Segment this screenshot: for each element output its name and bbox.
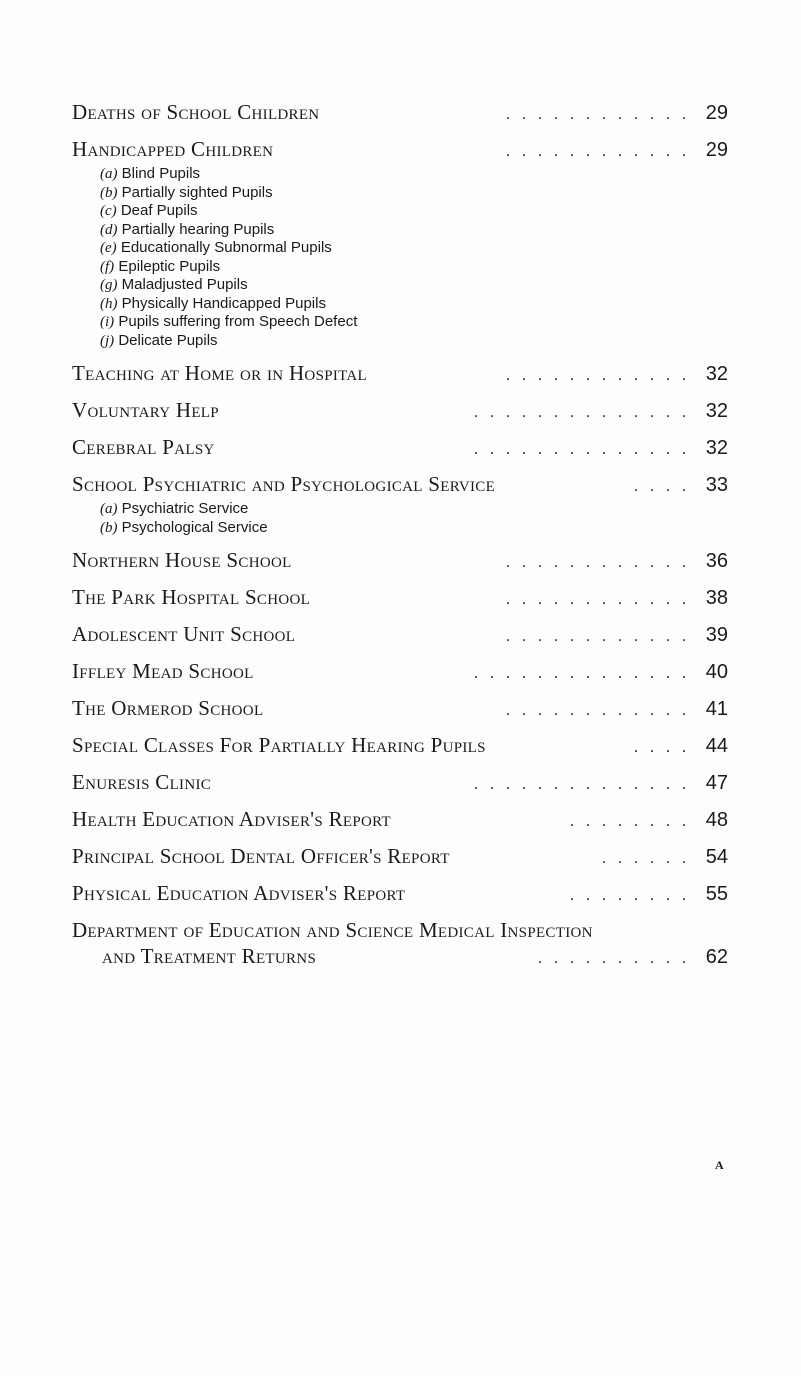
toc-entry <box>72 659 728 685</box>
toc-leader-dots: . . . . . . <box>602 850 690 867</box>
toc-entry-title: Special Classes For Partially Hearing Pupils <box>72 733 486 757</box>
toc-line <box>72 137 728 163</box>
toc-entry-title: The Ormerod School <box>72 696 264 720</box>
subentry-text: Partially sighted Pupils <box>121 183 273 201</box>
toc-entry <box>72 137 728 350</box>
toc-entry <box>72 770 728 796</box>
toc-entry-title: The Park Hospital School <box>72 585 311 609</box>
toc-entry-title: Department of Education and Science Medical Inspection <box>72 918 593 942</box>
toc-leader-dots: . . . . . . . . . . . . <box>506 702 690 719</box>
subentry-text: Physically Handicapped Pupils <box>121 294 326 312</box>
toc-subentry <box>100 313 728 332</box>
subentry-text: Blind Pupils <box>121 165 201 182</box>
toc-leader-dots: . . . . . . . . . . . . . . <box>474 665 690 682</box>
toc-subentry <box>100 165 728 184</box>
toc-leader-dots: . . . . <box>634 478 690 495</box>
toc-line <box>72 770 728 796</box>
toc-page-number: 33 <box>705 474 728 496</box>
toc-page-number: 44 <box>705 735 728 757</box>
toc-page-number: 32 <box>705 363 728 385</box>
toc-entry <box>72 844 728 870</box>
toc-page-number: 40 <box>705 661 728 683</box>
toc-page-number: 38 <box>705 587 728 609</box>
subentry-text: Partially hearing Pupils <box>121 220 275 238</box>
toc-entry <box>72 548 728 574</box>
subentry-letter: (i) <box>100 314 115 330</box>
toc-entry-title: Enuresis Clinic <box>72 770 212 794</box>
toc-subentry <box>100 295 728 314</box>
toc-leader-dots: . . . . . . . . <box>570 887 690 904</box>
toc-line <box>72 733 728 759</box>
toc-page-number: 54 <box>705 846 728 868</box>
toc-line <box>72 361 728 387</box>
toc-entry-title: Physical Education Adviser's Report <box>72 881 406 905</box>
toc-entry-title: Northern House School <box>72 548 292 572</box>
toc-line <box>72 435 728 461</box>
subentry-text: Deaf Pupils <box>120 202 198 219</box>
toc-leader-dots: . . . . . . . . . . . . . . <box>474 441 690 458</box>
toc-subentry-list <box>100 500 728 537</box>
toc-entry-title: Deaths of School Children <box>72 100 320 124</box>
subentry-text: Epileptic Pupils <box>118 257 221 275</box>
toc-page-number: 47 <box>705 772 728 794</box>
signature-mark: A <box>715 1158 724 1172</box>
toc-line <box>72 398 728 424</box>
subentry-letter: (b) <box>100 519 118 536</box>
toc-subentry <box>100 519 728 538</box>
table-of-contents <box>72 100 728 981</box>
toc-subentry-list <box>100 165 728 350</box>
toc-line <box>72 881 728 907</box>
toc-leader-dots: . . . . <box>634 739 690 756</box>
toc-entry <box>72 807 728 833</box>
subentry-text: Maladjusted Pupils <box>121 276 248 293</box>
toc-entry <box>72 696 728 722</box>
toc-subentry <box>100 184 728 203</box>
toc-entry-title: Principal School Dental Officer's Report <box>72 844 450 868</box>
subentry-text: Delicate Pupils <box>118 331 218 349</box>
toc-entry <box>72 100 728 126</box>
toc-entry-title: Cerebral Palsy <box>72 435 215 459</box>
toc-entry-title: School Psychiatric and Psychological Service <box>72 472 496 496</box>
toc-line <box>72 472 728 498</box>
subentry-text: Psychiatric Service <box>121 500 249 517</box>
toc-subentry <box>100 258 728 277</box>
subentry-letter: (d) <box>100 221 118 238</box>
toc-entry-title: Adolescent Unit School <box>72 622 296 646</box>
toc-entry-title: Voluntary Help <box>72 398 219 422</box>
toc-entry <box>72 361 728 387</box>
toc-line <box>72 807 728 833</box>
subentry-letter: (j) <box>100 332 115 349</box>
toc-subentry <box>100 276 728 295</box>
toc-page-number: 32 <box>705 437 728 459</box>
toc-entry <box>72 435 728 461</box>
toc-leader-dots: . . . . . . . . . . . . <box>506 367 690 384</box>
toc-page-number: 39 <box>705 624 728 646</box>
toc-page-number: 48 <box>705 809 728 831</box>
toc-entry <box>72 881 728 907</box>
toc-leader-dots: . . . . . . . . . . . . . . <box>474 776 690 793</box>
toc-entry <box>72 585 728 611</box>
toc-page-number: 32 <box>705 400 728 422</box>
toc-page-number: 55 <box>705 883 728 905</box>
toc-page-number: 29 <box>705 139 728 161</box>
toc-leader-dots: . . . . . . . . . . <box>538 950 690 967</box>
subentry-text: Educationally Subnormal Pupils <box>120 239 332 256</box>
toc-page-number: 29 <box>705 102 728 124</box>
toc-subentry <box>100 239 728 258</box>
toc-entry-title: Health Education Adviser's Report <box>72 807 391 831</box>
toc-entry <box>72 398 728 424</box>
toc-page-number: 62 <box>705 946 728 968</box>
subentry-letter: (h) <box>100 295 118 312</box>
subentry-text: Psychological Service <box>121 518 268 536</box>
toc-entry-title: Iffley Mead School <box>72 659 254 683</box>
subentry-text: Pupils suffering from Speech Defect <box>118 313 358 330</box>
subentry-letter: (b) <box>100 184 118 201</box>
toc-line <box>72 944 728 970</box>
toc-entry-title: and Treatment Returns <box>102 944 317 968</box>
toc-line <box>72 844 728 870</box>
toc-leader-dots: . . . . . . . . . . . . <box>506 628 690 645</box>
toc-line <box>72 548 728 574</box>
toc-leader-dots: . . . . . . . . . . . . <box>506 143 690 160</box>
toc-line <box>72 918 728 944</box>
subentry-letter: (a) <box>100 166 118 182</box>
toc-subentry <box>100 221 728 240</box>
toc-entry <box>72 472 728 537</box>
toc-subentry <box>100 500 728 519</box>
toc-subentry <box>100 332 728 351</box>
toc-page-number: 36 <box>705 550 728 572</box>
subentry-letter: (g) <box>100 277 118 293</box>
toc-leader-dots: . . . . . . . . . . . . <box>506 554 690 571</box>
toc-line <box>72 585 728 611</box>
toc-line <box>72 696 728 722</box>
subentry-letter: (a) <box>100 501 118 517</box>
toc-leader-dots: . . . . . . . . <box>570 813 690 830</box>
toc-entry <box>72 918 728 970</box>
toc-leader-dots: . . . . . . . . . . . . . . <box>474 404 690 421</box>
toc-line <box>72 100 728 126</box>
toc-entry-title: Teaching at Home or in Hospital <box>72 361 367 385</box>
toc-entry <box>72 733 728 759</box>
toc-line <box>72 659 728 685</box>
toc-subentry <box>100 202 728 221</box>
toc-line <box>72 622 728 648</box>
toc-leader-dots: . . . . . . . . . . . . <box>506 591 690 608</box>
subentry-letter: (c) <box>100 203 117 219</box>
toc-leader-dots: . . . . . . . . . . . . <box>506 106 690 123</box>
subentry-letter: (f) <box>100 258 115 275</box>
toc-entry-title: Handicapped Children <box>72 137 274 161</box>
toc-entry <box>72 622 728 648</box>
toc-page-number: 41 <box>705 698 728 720</box>
subentry-letter: (e) <box>100 240 117 256</box>
